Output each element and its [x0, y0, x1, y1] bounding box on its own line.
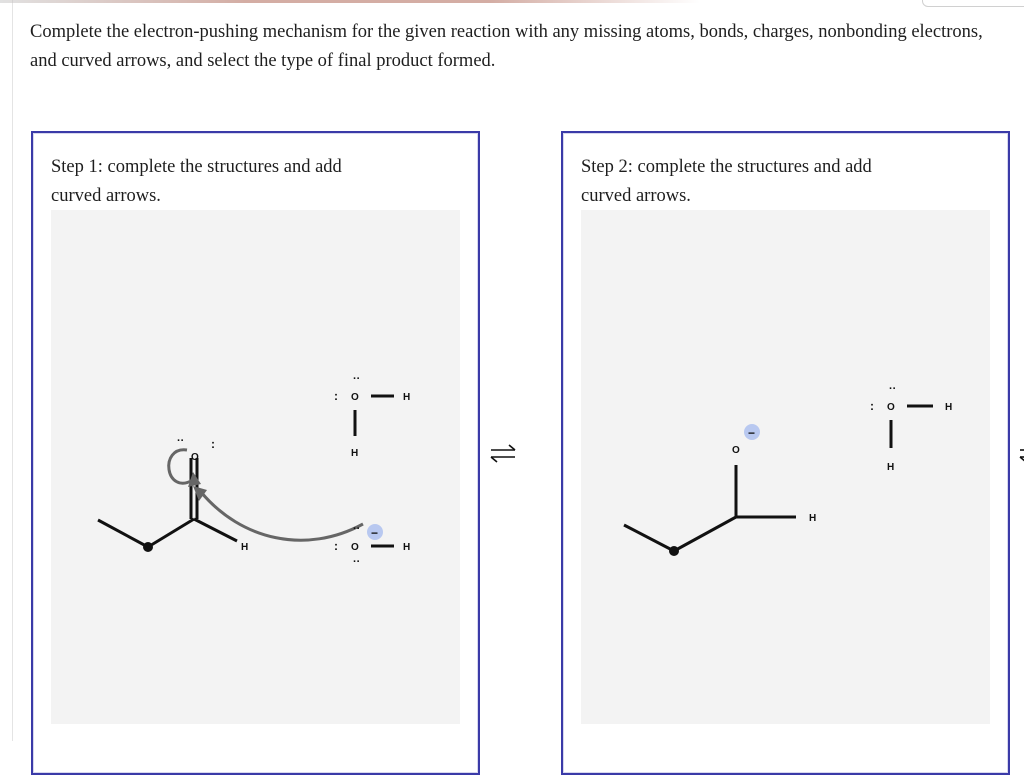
hydroxide-lone-pair-bottom[interactable]: ··	[353, 556, 361, 568]
hydroxide-ion[interactable]	[334, 523, 410, 568]
top-right-tab[interactable]	[922, 0, 1024, 7]
question-line-1: Complete the electron-pushing mechanism for the given reaction with any missing atoms, bonds, charges, nonbonding electrons,	[30, 22, 983, 42]
water-lone-pair-left[interactable]: :	[870, 399, 874, 413]
atom-o-carbonyl[interactable]: O	[191, 452, 199, 463]
water-lone-pair-left[interactable]: :	[334, 389, 338, 403]
curved-arrow-pi-bond[interactable]	[169, 450, 193, 483]
atom-h-aldehyde[interactable]: H	[241, 542, 249, 553]
hydroxide-hydrogen[interactable]: H	[403, 542, 411, 553]
alkoxide-oxygen[interactable]: O	[732, 445, 740, 456]
water-oxygen[interactable]: O	[351, 392, 359, 403]
step-1-title	[51, 153, 451, 211]
question-line-2: and curved arrows, and select the type of final product formed.	[30, 51, 496, 71]
step-1-structure[interactable]	[51, 210, 460, 724]
water-lone-pair-top[interactable]: ··	[353, 373, 361, 385]
water-hydrogen-right[interactable]: H	[945, 402, 953, 413]
water-molecule[interactable]	[334, 373, 410, 459]
equilibrium-arrows-icon	[485, 440, 521, 468]
step-2-title-line-1: Step 2: complete the structures and add	[581, 157, 872, 177]
hydroxide-oxygen[interactable]: O	[351, 542, 359, 553]
atom-h-alpha[interactable]: H	[809, 513, 817, 524]
equilibrium-arrows-icon	[1014, 440, 1024, 468]
hydroxide-lone-pair-top[interactable]: ··	[353, 523, 361, 535]
step-1-panel	[31, 131, 480, 775]
step-2-structure[interactable]	[581, 210, 990, 724]
water-hydrogen-bottom[interactable]: H	[351, 448, 359, 459]
carbon-atom-dot[interactable]	[143, 542, 153, 552]
step-1-drawing-canvas[interactable]	[51, 210, 460, 724]
negative-charge-sign: −	[371, 526, 379, 540]
water-lone-pair-top[interactable]: ··	[889, 383, 897, 395]
page-left-rule	[12, 0, 13, 741]
step-1-title-line-2: curved arrows.	[51, 186, 161, 206]
water-molecule[interactable]	[870, 383, 952, 473]
tetrahedral-intermediate-skeleton[interactable]	[624, 465, 796, 556]
c-h-bond[interactable]	[194, 519, 237, 541]
carbon-atom-dot[interactable]	[669, 546, 679, 556]
step-1-title-line-1: Step 1: complete the structures and add	[51, 157, 342, 177]
step-2-drawing-canvas[interactable]	[581, 210, 990, 724]
step-2-title-line-2: curved arrows.	[581, 186, 691, 206]
lone-pair-top[interactable]: ··	[177, 435, 185, 447]
carbon-skeleton[interactable]	[98, 458, 237, 552]
top-accent-bar	[0, 0, 700, 3]
question-text	[30, 18, 1024, 76]
step-2-panel	[561, 131, 1010, 775]
negative-charge-sign: −	[748, 426, 756, 440]
water-oxygen[interactable]: O	[887, 402, 895, 413]
hydroxide-lone-pair-left[interactable]: :	[334, 539, 338, 553]
water-hydrogen-bottom[interactable]: H	[887, 462, 895, 473]
curved-arrow-nucleophile[interactable]	[201, 492, 363, 540]
water-hydrogen-right[interactable]: H	[403, 392, 411, 403]
lone-pair-right[interactable]: :	[211, 437, 215, 451]
step-2-title	[581, 153, 981, 211]
curved-arrow-head-large	[193, 486, 207, 501]
